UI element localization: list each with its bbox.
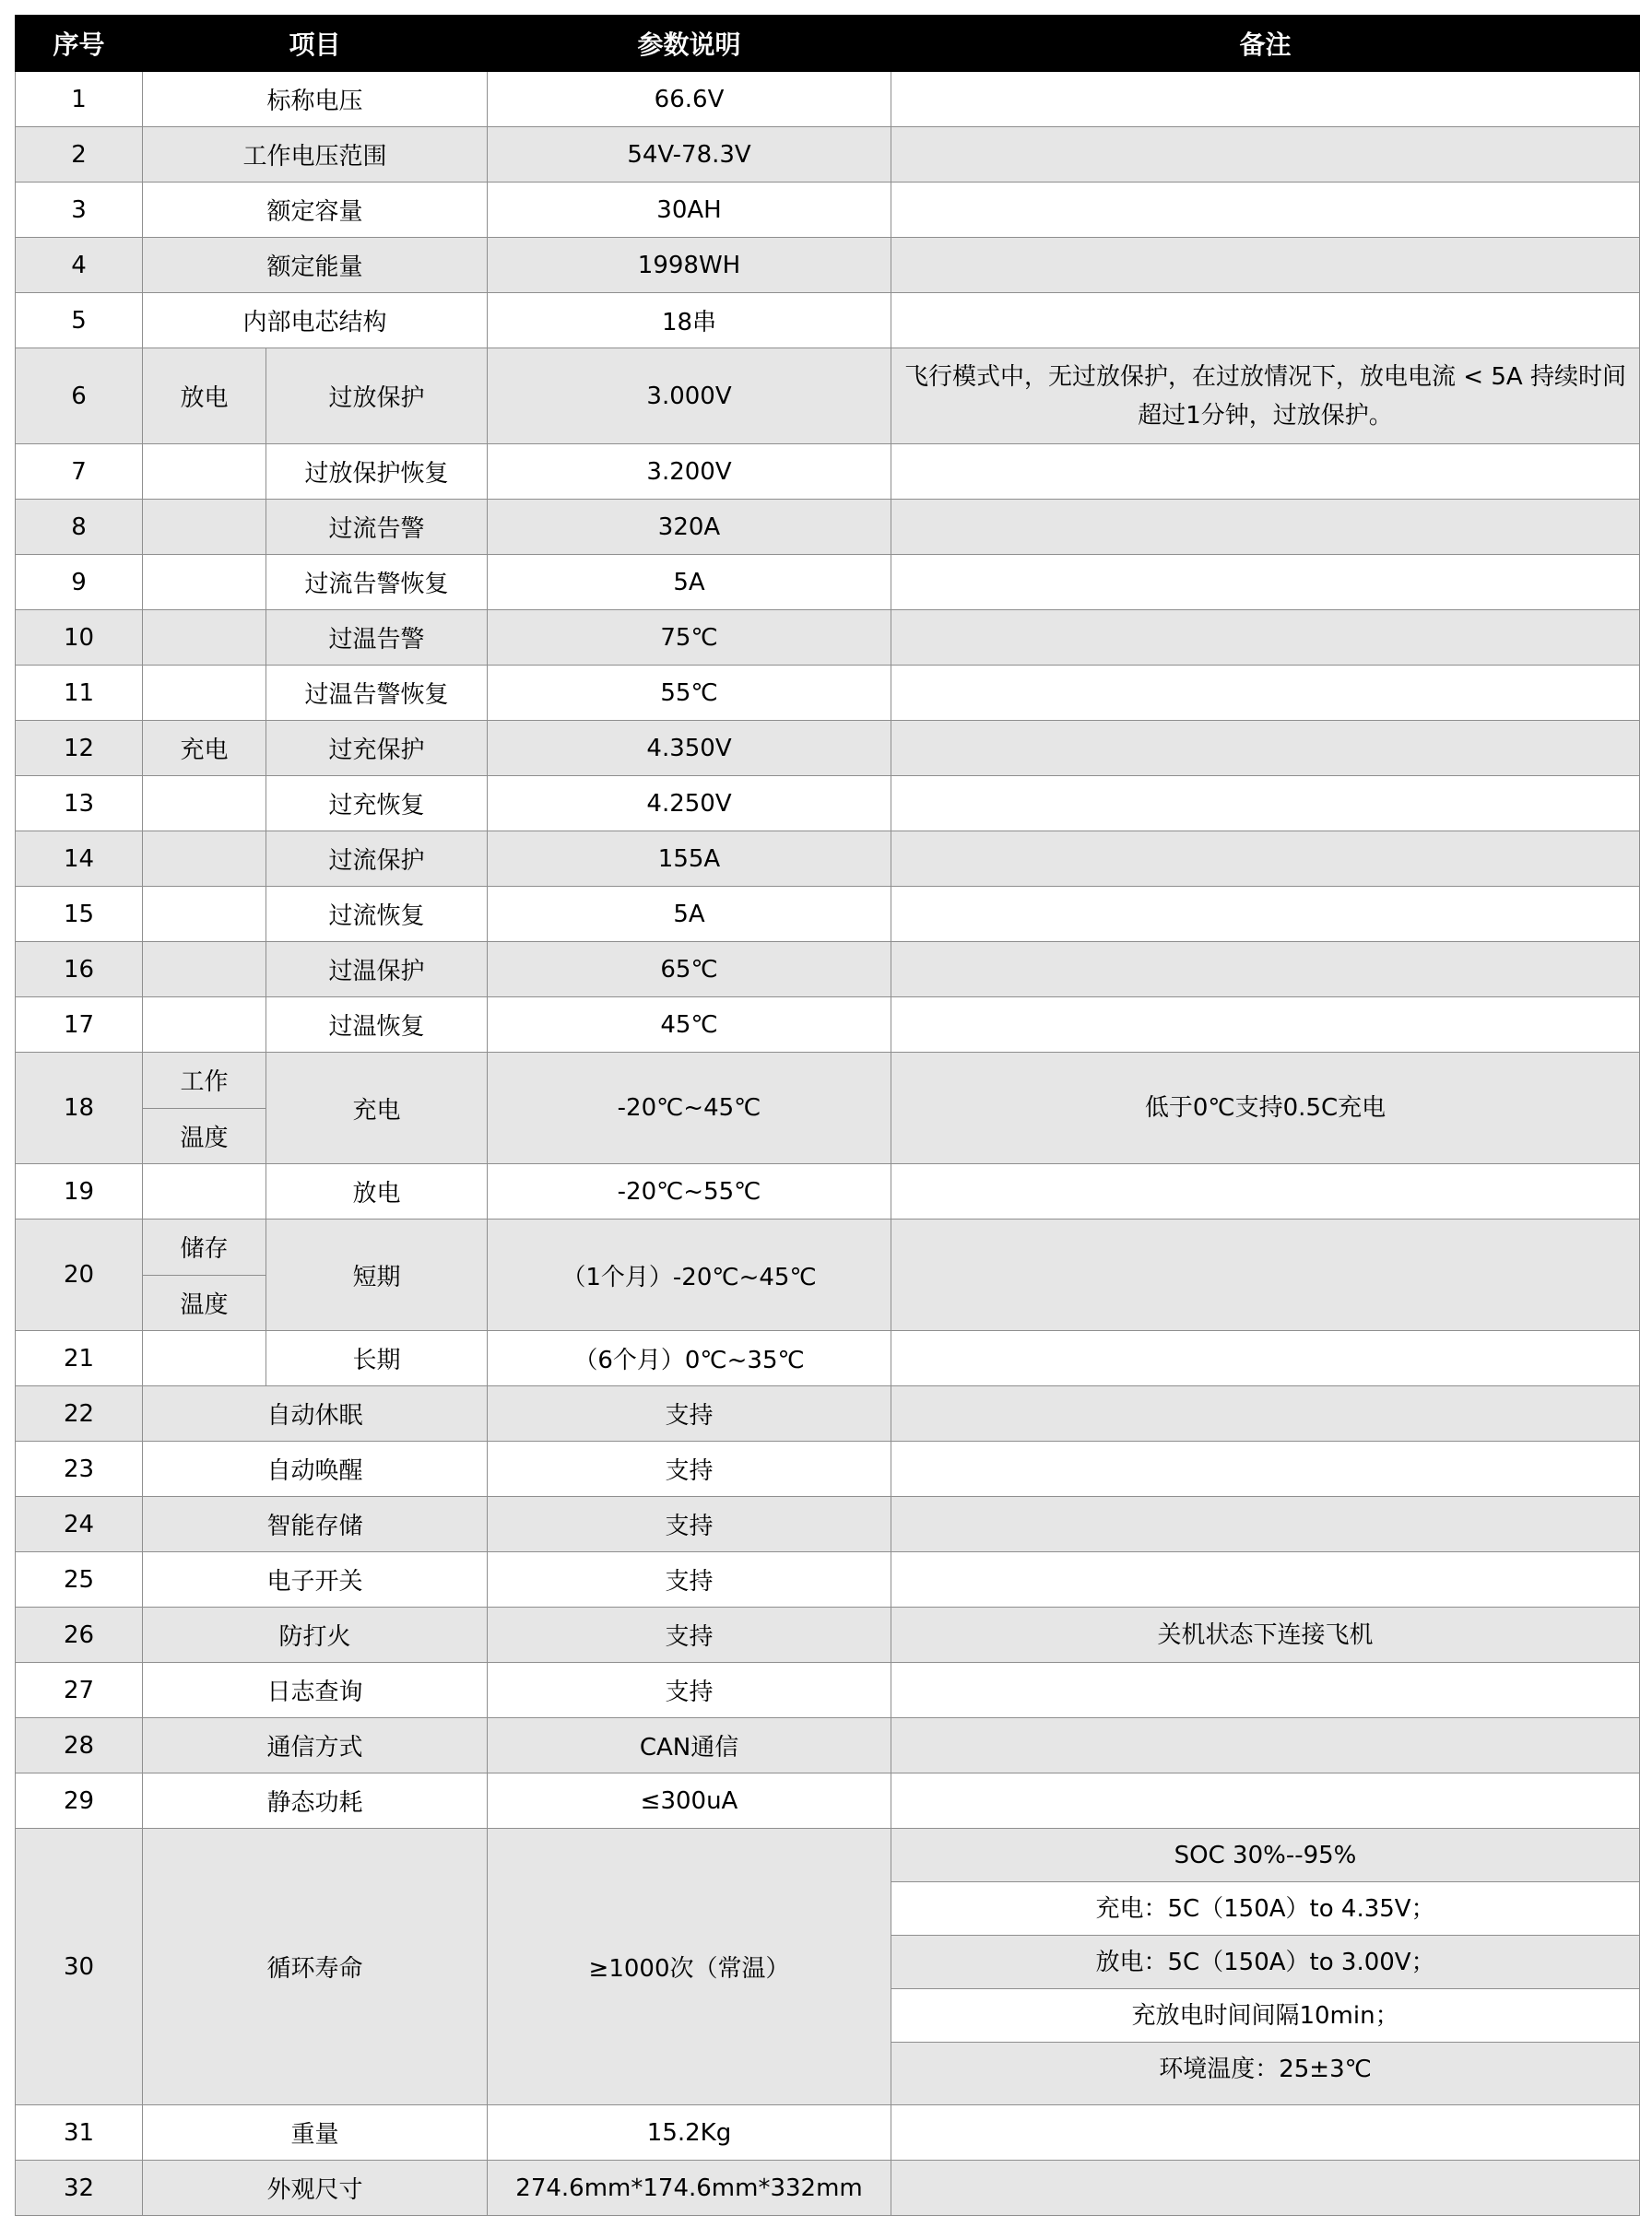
row-note [891, 776, 1640, 831]
row-param: 4.350V [488, 721, 891, 776]
row-group [143, 776, 266, 831]
table-row [16, 721, 1640, 776]
table-row [16, 887, 1640, 942]
row-item: 过温告警 [266, 610, 488, 666]
row-param: 支持 [488, 1497, 891, 1552]
row-no: 8 [16, 500, 143, 555]
row-no: 32 [16, 2161, 143, 2216]
header-param: 参数说明 [488, 16, 891, 72]
row-item: 放电 [266, 1164, 488, 1220]
row-param: ≤300uA [488, 1773, 891, 1829]
row-note [891, 666, 1640, 721]
row-item: 过温保护 [266, 942, 488, 997]
row-param: 18串 [488, 293, 891, 348]
row-param: （1个月）-20℃~45℃ [488, 1220, 891, 1331]
note-line: 放电：5C（150A）to 3.00V； [891, 1936, 1640, 1989]
table-row [16, 942, 1640, 997]
row-item: 工作电压范围 [143, 127, 488, 183]
table-row [16, 776, 1640, 831]
row-item: 长期 [266, 1331, 488, 1386]
note-line: 充电：5C（150A）to 4.35V； [891, 1882, 1640, 1936]
row-note [891, 1164, 1640, 1220]
row-item: 静态功耗 [143, 1773, 488, 1829]
row-item: 通信方式 [143, 1718, 488, 1773]
row-group [143, 1164, 266, 1220]
row-item: 内部电芯结构 [143, 293, 488, 348]
table-row [16, 666, 1640, 721]
row-no: 27 [16, 1663, 143, 1718]
table-row [16, 2161, 1640, 2216]
row-item: 额定容量 [143, 183, 488, 238]
row-no: 20 [16, 1220, 143, 1331]
row-param: CAN通信 [488, 1718, 891, 1773]
row-note [891, 942, 1640, 997]
table-row [16, 1386, 1640, 1442]
row-param: 66.6V [488, 72, 891, 127]
row-item: 过流保护 [266, 831, 488, 887]
row-param: 1998WH [488, 238, 891, 293]
row-param: 54V-78.3V [488, 127, 891, 183]
row-item: 过温告警恢复 [266, 666, 488, 721]
row-param: 75℃ [488, 610, 891, 666]
row-param: 15.2Kg [488, 2105, 891, 2161]
row-item: 重量 [143, 2105, 488, 2161]
row-no: 1 [16, 72, 143, 127]
table-row [16, 997, 1640, 1053]
row-param: 3.000V [488, 348, 891, 444]
row-note [891, 72, 1640, 127]
row-group [143, 1220, 266, 1331]
row-no: 26 [16, 1608, 143, 1663]
row-no: 16 [16, 942, 143, 997]
row-param: 320A [488, 500, 891, 555]
row-group [143, 887, 266, 942]
row-group [143, 666, 266, 721]
row-item: 过充保护 [266, 721, 488, 776]
row-note [891, 183, 1640, 238]
note-line: 超过1分钟，过放保护。 [1138, 401, 1393, 430]
row-param: -20℃~55℃ [488, 1164, 891, 1220]
header-no: 序号 [16, 16, 143, 72]
row-note [891, 1773, 1640, 1829]
row-item: 过流恢复 [266, 887, 488, 942]
row-note [891, 1497, 1640, 1552]
row-item: 额定能量 [143, 238, 488, 293]
row-param: 65℃ [488, 942, 891, 997]
table-row [16, 610, 1640, 666]
row-group [143, 942, 266, 997]
row-note [891, 500, 1640, 555]
row-item: 过放保护恢复 [266, 444, 488, 500]
table-row [16, 2105, 1640, 2161]
row-note [891, 2161, 1640, 2216]
row-no: 10 [16, 610, 143, 666]
row-no: 2 [16, 127, 143, 183]
row-no: 21 [16, 1331, 143, 1386]
row-group [143, 997, 266, 1053]
row-group [143, 610, 266, 666]
row-no: 11 [16, 666, 143, 721]
row-note [891, 348, 1640, 444]
table-row [16, 1497, 1640, 1552]
note-line: 飞行模式中，无过放保护，在过放情况下，放电电流 < 5A 持续时间 [904, 362, 1626, 391]
row-note [891, 2105, 1640, 2161]
row-no: 5 [16, 293, 143, 348]
group-label-bottom: 温度 [180, 1290, 229, 1319]
row-param: 55℃ [488, 666, 891, 721]
row-no: 15 [16, 887, 143, 942]
table-row [16, 72, 1640, 127]
group-label-top: 工作 [143, 1053, 266, 1109]
note-line: 充放电时间间隔10min； [891, 1989, 1640, 2043]
row-item: 日志查询 [143, 1663, 488, 1718]
row-no: 18 [16, 1053, 143, 1164]
table-row [16, 348, 1640, 444]
row-group: 充电 [143, 721, 266, 776]
row-no: 23 [16, 1442, 143, 1497]
row-note [891, 293, 1640, 348]
row-no: 3 [16, 183, 143, 238]
row-no: 22 [16, 1386, 143, 1442]
row-note [891, 1718, 1640, 1773]
row-group [143, 1053, 266, 1164]
row-group [143, 555, 266, 610]
row-group [143, 444, 266, 500]
row-note [891, 831, 1640, 887]
row-param: ≥1000次（常温） [488, 1829, 891, 2105]
row-note [891, 1552, 1640, 1608]
row-item: 自动唤醒 [143, 1442, 488, 1497]
row-note [891, 997, 1640, 1053]
row-item: 外观尺寸 [143, 2161, 488, 2216]
row-item: 智能存储 [143, 1497, 488, 1552]
row-note [891, 1220, 1640, 1331]
row-no: 9 [16, 555, 143, 610]
row-note [891, 1663, 1640, 1718]
group-label-top: 储存 [143, 1220, 266, 1276]
row-param: （6个月）0℃~35℃ [488, 1331, 891, 1386]
header-item: 项目 [143, 16, 488, 72]
row-note [891, 238, 1640, 293]
row-item: 短期 [266, 1220, 488, 1331]
row-note: 低于0℃支持0.5C充电 [891, 1053, 1640, 1164]
row-param: -20℃~45℃ [488, 1053, 891, 1164]
row-group [143, 1331, 266, 1386]
table-row [16, 831, 1640, 887]
row-note [891, 1331, 1640, 1386]
table-row [16, 1773, 1640, 1829]
row-group: 放电 [143, 348, 266, 444]
row-item: 防打火 [143, 1608, 488, 1663]
row-item: 过充恢复 [266, 776, 488, 831]
row-item: 过温恢复 [266, 997, 488, 1053]
row-no: 7 [16, 444, 143, 500]
table-row [16, 1053, 1640, 1164]
row-no: 19 [16, 1164, 143, 1220]
row-item: 标称电压 [143, 72, 488, 127]
table-row [16, 1331, 1640, 1386]
row-note [891, 1829, 1640, 2105]
table-row [16, 1442, 1640, 1497]
row-note [891, 127, 1640, 183]
header-note: 备注 [891, 16, 1640, 72]
row-item: 充电 [266, 1053, 488, 1164]
note-line: SOC 30%--95% [891, 1829, 1640, 1882]
row-param: 支持 [488, 1386, 891, 1442]
row-param: 支持 [488, 1442, 891, 1497]
row-param: 3.200V [488, 444, 891, 500]
row-item: 过流告警 [266, 500, 488, 555]
row-param: 45℃ [488, 997, 891, 1053]
row-no: 12 [16, 721, 143, 776]
row-no: 28 [16, 1718, 143, 1773]
table-row [16, 1829, 1640, 2105]
row-group [143, 500, 266, 555]
table-row [16, 1608, 1640, 1663]
row-param: 155A [488, 831, 891, 887]
row-group [143, 831, 266, 887]
table-row [16, 555, 1640, 610]
row-param: 支持 [488, 1608, 891, 1663]
table-row [16, 1552, 1640, 1608]
table-row [16, 183, 1640, 238]
row-no: 30 [16, 1829, 143, 2105]
table-row [16, 1220, 1640, 1331]
row-param: 274.6mm*174.6mm*332mm [488, 2161, 891, 2216]
table-row [16, 127, 1640, 183]
row-no: 4 [16, 238, 143, 293]
row-item: 自动休眠 [143, 1386, 488, 1442]
row-param: 支持 [488, 1663, 891, 1718]
row-no: 6 [16, 348, 143, 444]
row-note [891, 887, 1640, 942]
row-param: 4.250V [488, 776, 891, 831]
table-row [16, 293, 1640, 348]
table-row [16, 1718, 1640, 1773]
table-row [16, 444, 1640, 500]
row-item: 过放保护 [266, 348, 488, 444]
row-note [891, 721, 1640, 776]
row-no: 13 [16, 776, 143, 831]
table-row [16, 1663, 1640, 1718]
row-note [891, 444, 1640, 500]
table-header [16, 16, 1640, 72]
row-note [891, 555, 1640, 610]
row-no: 31 [16, 2105, 143, 2161]
row-note [891, 1386, 1640, 1442]
row-item: 过流告警恢复 [266, 555, 488, 610]
row-no: 29 [16, 1773, 143, 1829]
row-no: 25 [16, 1552, 143, 1608]
row-param: 30AH [488, 183, 891, 238]
row-no: 24 [16, 1497, 143, 1552]
row-no: 17 [16, 997, 143, 1053]
row-item: 电子开关 [143, 1552, 488, 1608]
row-param: 5A [488, 887, 891, 942]
spec-table [15, 15, 1640, 2216]
row-no: 14 [16, 831, 143, 887]
row-note [891, 610, 1640, 666]
table-row [16, 1164, 1640, 1220]
row-note [891, 1442, 1640, 1497]
row-note: 关机状态下连接飞机 [891, 1608, 1640, 1663]
row-item: 循环寿命 [143, 1829, 488, 2105]
row-param: 支持 [488, 1552, 891, 1608]
table-row [16, 500, 1640, 555]
group-label-bottom: 温度 [180, 1124, 229, 1152]
table-row [16, 238, 1640, 293]
row-param: 5A [488, 555, 891, 610]
note-line: 环境温度：25±3℃ [891, 2043, 1640, 2096]
